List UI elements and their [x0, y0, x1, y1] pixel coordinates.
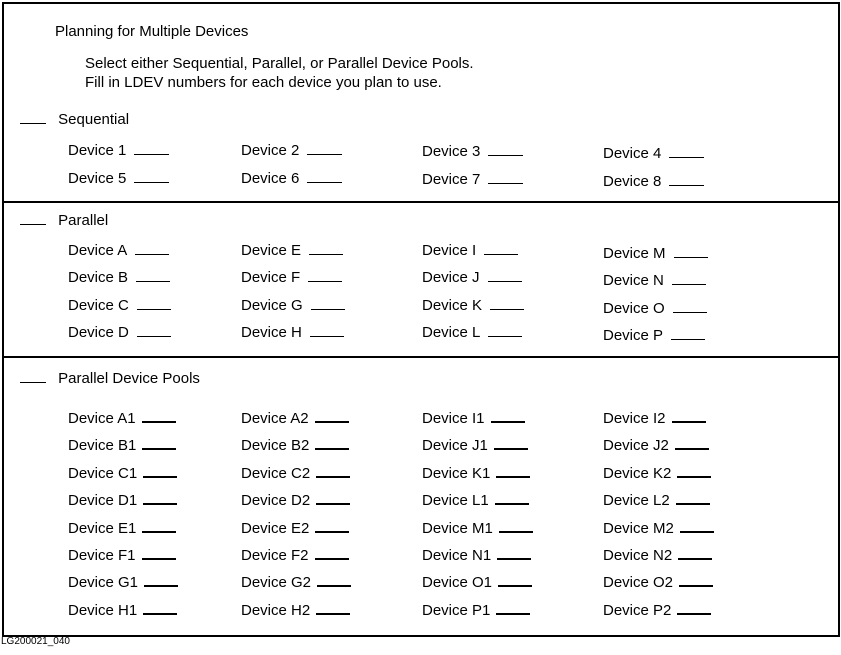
ldev-number-blank[interactable]: [137, 336, 171, 337]
ldev-number-blank[interactable]: [488, 281, 522, 282]
device-entry: [241, 142, 342, 160]
device-label: Device F2: [241, 547, 309, 564]
device-label: Device A1: [68, 410, 136, 427]
device-entry: [603, 410, 706, 428]
device-entry: [422, 410, 525, 428]
instruction-line-2: Fill in LDEV numbers for each device you plan to use.: [85, 74, 442, 91]
device-label: Device 6: [241, 170, 300, 187]
instruction-line-1: Select either Sequential, Parallel, or Parallel Device Pools.: [85, 55, 474, 72]
planning-form: [2, 2, 840, 637]
ldev-number-blank[interactable]: [142, 558, 176, 560]
ldev-number-blank[interactable]: [143, 503, 177, 505]
device-entry: [422, 574, 532, 592]
figure-id: LG200021_040: [1, 636, 70, 647]
device-entry: [422, 242, 518, 260]
device-entry: [68, 269, 170, 287]
device-label: Device M1: [422, 520, 493, 537]
device-label: Device I1: [422, 410, 485, 427]
device-entry: [603, 327, 705, 345]
device-entry: [422, 437, 528, 455]
device-label: Device F: [241, 269, 301, 286]
device-label: Device E1: [68, 520, 137, 537]
device-entry: [68, 297, 171, 315]
device-label: Device 1: [68, 142, 127, 159]
device-entry: [603, 465, 711, 483]
ldev-number-blank[interactable]: [675, 448, 709, 450]
device-label: Device H2: [241, 602, 311, 619]
device-entry: [603, 300, 707, 318]
device-entry: [603, 145, 704, 163]
ldev-number-blank[interactable]: [484, 254, 518, 255]
device-entry: [603, 547, 712, 565]
device-entry: [422, 297, 524, 315]
ldev-number-blank[interactable]: [315, 421, 349, 423]
ldev-number-blank[interactable]: [307, 154, 342, 155]
ldev-number-blank[interactable]: [678, 558, 712, 560]
device-label: Device O1: [422, 574, 493, 591]
device-entry: [422, 520, 533, 538]
device-entry: [603, 492, 710, 510]
device-label: Device 8: [603, 173, 662, 190]
device-label: Device A2: [241, 410, 309, 427]
device-label: Device M: [603, 245, 666, 262]
device-entry: [603, 245, 708, 263]
ldev-number-blank[interactable]: [142, 421, 176, 423]
ldev-number-blank[interactable]: [308, 281, 342, 282]
device-entry: [422, 324, 522, 342]
ldev-number-blank[interactable]: [134, 154, 169, 155]
device-entry: [68, 465, 177, 483]
device-label: Device B1: [68, 437, 137, 454]
device-label: Device C2: [241, 465, 311, 482]
ldev-number-blank[interactable]: [142, 531, 176, 533]
device-label: Device J2: [603, 437, 669, 454]
device-label: Device A: [68, 242, 128, 259]
ldev-number-blank[interactable]: [490, 309, 524, 310]
ldev-number-blank[interactable]: [309, 254, 343, 255]
ldev-number-blank[interactable]: [669, 185, 704, 186]
device-label: Device F1: [68, 547, 136, 564]
device-label: Device P2: [603, 602, 672, 619]
device-entry: [241, 269, 342, 287]
device-label: Device J1: [422, 437, 488, 454]
ldev-number-blank[interactable]: [315, 531, 349, 533]
device-label: Device P1: [422, 602, 491, 619]
device-label: Device D2: [241, 492, 311, 509]
device-label: Device H1: [68, 602, 138, 619]
ldev-number-blank[interactable]: [316, 476, 350, 478]
device-entry: [68, 492, 177, 510]
device-label: Device C1: [68, 465, 138, 482]
device-label: Device E: [241, 242, 302, 259]
parallel-option[interactable]: [20, 212, 108, 230]
parallel-label: Parallel: [58, 212, 109, 229]
device-entry: [241, 410, 349, 428]
device-label: Device K: [422, 297, 483, 314]
device-entry: [422, 492, 529, 510]
device-label: Device N: [603, 272, 664, 289]
device-entry: [241, 297, 345, 315]
ldev-number-blank[interactable]: [316, 613, 350, 615]
device-label: Device O2: [603, 574, 674, 591]
section-divider-2: [4, 356, 838, 358]
ldev-number-blank[interactable]: [135, 254, 169, 255]
device-label: Device I: [422, 242, 477, 259]
device-label: Device C: [68, 297, 129, 314]
ldev-number-blank[interactable]: [136, 281, 170, 282]
ldev-number-blank[interactable]: [134, 182, 169, 183]
device-label: Device 5: [68, 170, 127, 187]
ldev-number-blank[interactable]: [671, 339, 705, 340]
device-label: Device J: [422, 269, 480, 286]
device-entry: [603, 272, 706, 290]
device-label: Device M2: [603, 520, 674, 537]
device-label: Device I2: [603, 410, 666, 427]
device-label: Device G1: [68, 574, 139, 591]
sequential-checkbox-blank[interactable]: [20, 123, 46, 124]
ldev-number-blank[interactable]: [673, 312, 707, 313]
device-label: Device D1: [68, 492, 138, 509]
device-label: Device G2: [241, 574, 312, 591]
device-label: Device L: [422, 324, 481, 341]
device-label: Device K2: [603, 465, 672, 482]
device-entry: [241, 465, 350, 483]
ldev-number-blank[interactable]: [488, 155, 523, 156]
ldev-number-blank[interactable]: [674, 257, 708, 258]
device-entry: [422, 143, 523, 161]
device-entry: [241, 242, 343, 260]
sequential-label: Sequential: [58, 111, 130, 128]
device-entry: [241, 170, 342, 188]
device-entry: [68, 520, 176, 538]
device-entry: [422, 602, 530, 620]
device-label: Device 7: [422, 171, 481, 188]
parallel-checkbox-blank[interactable]: [20, 224, 46, 225]
ldev-number-blank[interactable]: [488, 336, 522, 337]
device-label: Device 4: [603, 145, 662, 162]
device-entry: [68, 574, 178, 592]
device-label: Device P: [603, 327, 664, 344]
device-entry: [68, 170, 169, 188]
device-entry: [241, 602, 350, 620]
ldev-number-blank[interactable]: [317, 585, 351, 587]
device-entry: [422, 171, 523, 189]
ldev-number-blank[interactable]: [677, 476, 711, 478]
device-label: Device 2: [241, 142, 300, 159]
device-entry: [422, 465, 530, 483]
device-label: Device B2: [241, 437, 310, 454]
device-label: Device L2: [603, 492, 670, 509]
ldev-number-blank[interactable]: [672, 284, 706, 285]
ldev-number-blank[interactable]: [496, 476, 530, 478]
ldev-number-blank[interactable]: [491, 421, 525, 423]
device-entry: [68, 242, 169, 260]
device-entry: [68, 410, 176, 428]
device-entry: [422, 547, 531, 565]
ldev-number-blank[interactable]: [488, 183, 523, 184]
device-entry: [68, 547, 176, 565]
device-label: Device O: [603, 300, 665, 317]
ldev-number-blank[interactable]: [495, 503, 529, 505]
parallel-pools-label: Parallel Device Pools: [58, 370, 200, 387]
device-entry: [241, 547, 349, 565]
device-entry: [241, 574, 351, 592]
ldev-number-blank[interactable]: [142, 448, 176, 450]
ldev-number-blank[interactable]: [307, 182, 342, 183]
device-entry: [422, 269, 522, 287]
parallel-pools-option[interactable]: [20, 370, 200, 388]
ldev-number-blank[interactable]: [499, 531, 533, 533]
device-entry: [603, 173, 704, 191]
device-entry: [603, 574, 713, 592]
ldev-number-blank[interactable]: [676, 503, 710, 505]
ldev-number-blank[interactable]: [497, 558, 531, 560]
device-entry: [241, 437, 349, 455]
ldev-number-blank[interactable]: [498, 585, 532, 587]
ldev-number-blank[interactable]: [144, 585, 178, 587]
ldev-number-blank[interactable]: [316, 503, 350, 505]
ldev-number-blank[interactable]: [680, 531, 714, 533]
device-label: Device B: [68, 269, 129, 286]
ldev-number-blank[interactable]: [143, 476, 177, 478]
ldev-number-blank[interactable]: [315, 558, 349, 560]
ldev-number-blank[interactable]: [137, 309, 171, 310]
device-label: Device H: [241, 324, 302, 341]
device-entry: [603, 520, 714, 538]
device-label: Device D: [68, 324, 129, 341]
ldev-number-blank[interactable]: [310, 336, 344, 337]
device-label: Device N2: [603, 547, 673, 564]
device-label: Device E2: [241, 520, 310, 537]
ldev-number-blank[interactable]: [677, 613, 711, 615]
ldev-number-blank[interactable]: [311, 309, 345, 310]
device-entry: [241, 492, 350, 510]
section-divider-1: [4, 201, 838, 203]
device-label: Device K1: [422, 465, 491, 482]
device-entry: [68, 602, 177, 620]
ldev-number-blank[interactable]: [496, 613, 530, 615]
device-entry: [241, 324, 344, 342]
ldev-number-blank[interactable]: [679, 585, 713, 587]
ldev-number-blank[interactable]: [143, 613, 177, 615]
sequential-option[interactable]: [20, 111, 129, 129]
ldev-number-blank[interactable]: [494, 448, 528, 450]
device-entry: [603, 437, 709, 455]
device-entry: [68, 142, 169, 160]
parallel-pools-checkbox-blank[interactable]: [20, 382, 46, 383]
device-entry: [68, 324, 171, 342]
ldev-number-blank[interactable]: [315, 448, 349, 450]
device-label: Device G: [241, 297, 303, 314]
ldev-number-blank[interactable]: [672, 421, 706, 423]
device-entry: [603, 602, 711, 620]
ldev-number-blank[interactable]: [669, 157, 704, 158]
device-entry: [68, 437, 176, 455]
device-label: Device N1: [422, 547, 492, 564]
device-label: Device L1: [422, 492, 489, 509]
device-label: Device 3: [422, 143, 481, 160]
device-entry: [241, 520, 349, 538]
form-title: Planning for Multiple Devices: [55, 23, 249, 40]
